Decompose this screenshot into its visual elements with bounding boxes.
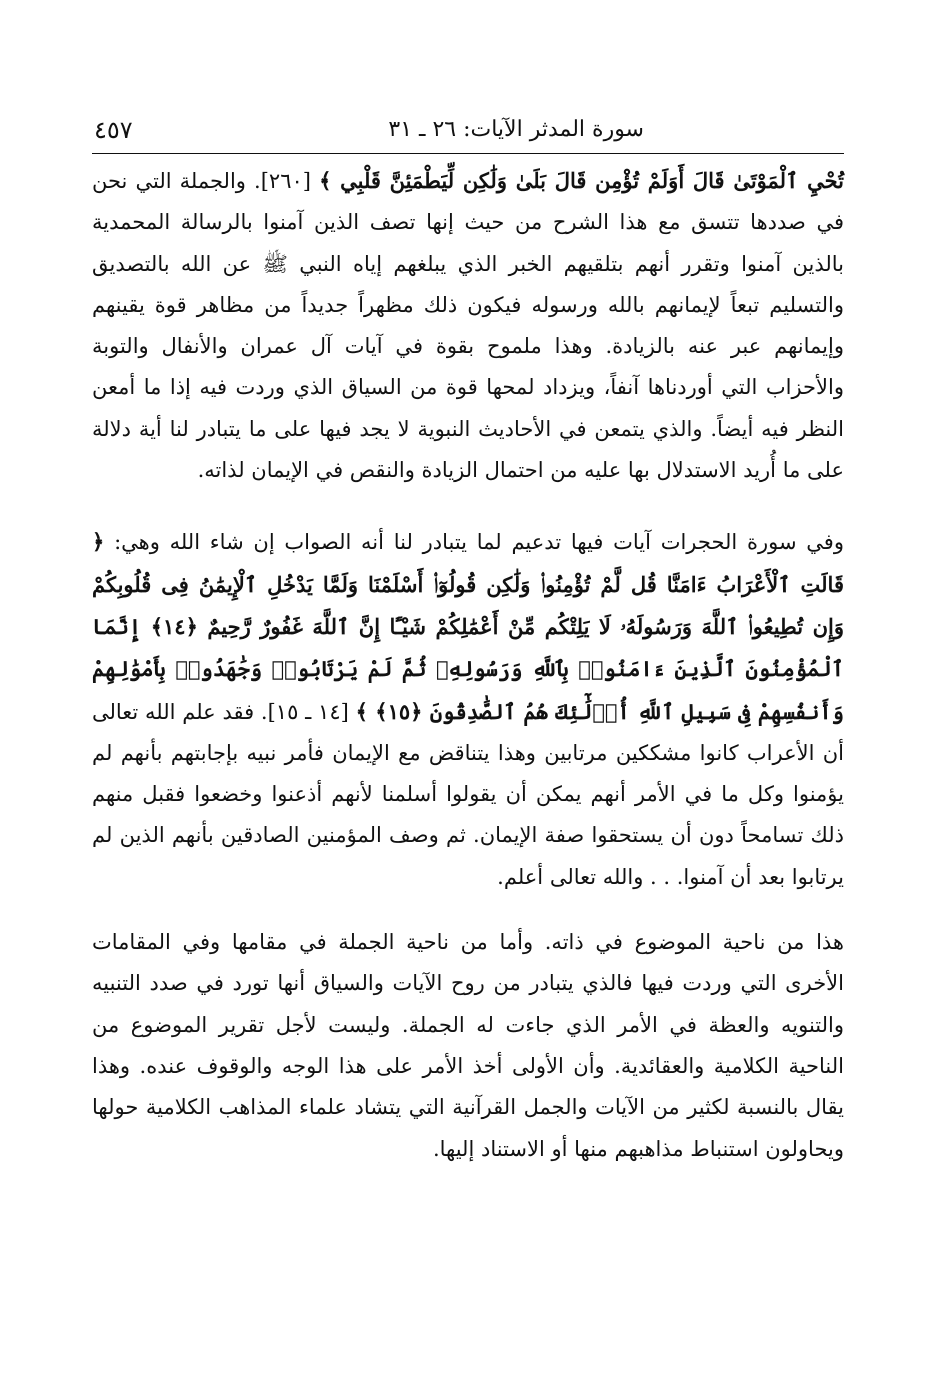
paragraph-2 [92,521,844,898]
verse-reference: [١٤ ـ ١٥]. [260,699,349,724]
verse-reference: [٢٦٠]. [254,169,311,193]
running-header [92,112,844,152]
header-rule [92,153,844,154]
paragraph-intro: وفي سورة الحجرات آيات فيها تدعيم لما يتبادر لنا أنه الصواب إن شاء الله وهي: [114,530,844,555]
paragraph-text: هذا من ناحية الموضوع في ذاته. وأما من ناحية الجملة في مقامها وفي المقامات الأخرى التي وردت فيها فالذي يتبادر من روح الآيات والسياق أنها تورد في صدد التنبيه والتنويه والعظة في الأمر الذي جاءت له الجملة. وليست لأجل تقرير الموضوع من الناحية الكلامية والعقائدية. وأن الأولى أخذ الأمر على هذا الوجه والوقوف عنده. وهذا يقال بالنسبة لكثير من الآيات والجمل القرآنية التي يتشاد علماء المذاهب الكلامية حولها ويحاولون استنباط مذاهبهم منها أو الاستناد إليها. [92,930,844,1161]
paragraph-text: فقد علم الله تعالى أن الأعراب كانوا مشككين مرتابين وهذا يتناقض مع الإيمان فأمر نبيه بإجابتهم بأنهم لم يؤمنوا وكل ما في الأمر أنهم يمكن أن يقولوا أسلمنا لأنهم أذعنوا وخضعوا فقبل منهم ذلك تسامحاً دون أن يستحقوا صفة الإيمان. ثم وصف المؤمنين الصادقين بأنهم الذين لم يرتابوا بعد أن آمنوا. . . والله تعالى أعلم. [92,699,844,889]
header-title: سورة المدثر الآيات: ٢٦ ـ ٣١ [388,117,644,142]
paragraph-gap [92,898,844,922]
paragraph-1 [92,160,844,491]
page-number: ٤٥٧ [94,116,133,144]
quran-verse: ﴿ قَالَتِ ٱلْأَعْرَابُ ءَامَنَّا قُل لَّمْ تُؤْمِنُوا۟ وَلَٰكِن قُولُوٓا۟ أَسْلَمْنَا وَلَمَّا يَدْخُلِ ٱلْإِيمَٰنُ فِى قُلُوبِكُمْ وَإِن تُطِيعُوا۟ ٱللَّهَ وَرَسُولَهُۥ لَا يَلِتْكُم مِّنْ أَعْمَٰلِكُمْ شَيْـًٔا إِنَّ ٱللَّهَ غَفُورٌ رَّحِيمٌ ﴿١٤﴾ إِنَّمَا ٱلْمُؤْمِنُونَ ٱلَّذِينَ ءَامَنُوا۟ بِٱللَّهِ وَرَسُولِهِۦ ثُمَّ لَمْ يَرْتَابُوا۟ وَجَٰهَدُوا۟ بِأَمْوَٰلِهِمْ وَأَنفُسِهِمْ فِى سَبِيلِ ٱللَّهِ أُو۟لَٰٓئِكَ هُمُ ٱلصَّٰدِقُونَ ﴿١٥﴾ ﴾ [92,529,844,724]
page-body [92,160,844,1170]
paragraph-text: والجملة التي نحن في صددها تتسق مع هذا الشرح من حيث إنها تصف الذين آمنوا بالرسالة المحمدية بالذين آمنوا وتقرر أنهم بتلقيهم الخبر الذي يبلغهم إياه النبي ﷺ عن الله بالتصديق والتسليم تبعاً لإيمانهم بالله ورسوله فيكون ذلك مظهراً جديداً من مظاهر قوة يقينهم وإيمانهم عبر عنه بالزيادة. وهذا ملموح بقوة في آيات آل عمران والأنفال والتوبة والأحزاب التي أوردناها آنفاً، ويزداد لمحها قوة من السياق الذي وردت فيه إذا ما أمعن النظر فيه أيضاً. والذي يتمعن في الأحاديث النبوية لا يجد فيها على ما يتبادر لنا أية دلالة على ما أُريد الاستدلال بها عليه من احتمال الزيادة والنقص في الإيمان لذاته. [92,169,844,483]
quran-verse: تُحْيِ ٱلْمَوْتَىٰ قَالَ أَوَلَمْ تُؤْمِن قَالَ بَلَىٰ وَلَٰكِن لِّيَطْمَئِنَّ قَلْبِي ﴾ [319,168,844,193]
paragraph-3 [92,922,844,1170]
paragraph-gap [92,491,844,521]
